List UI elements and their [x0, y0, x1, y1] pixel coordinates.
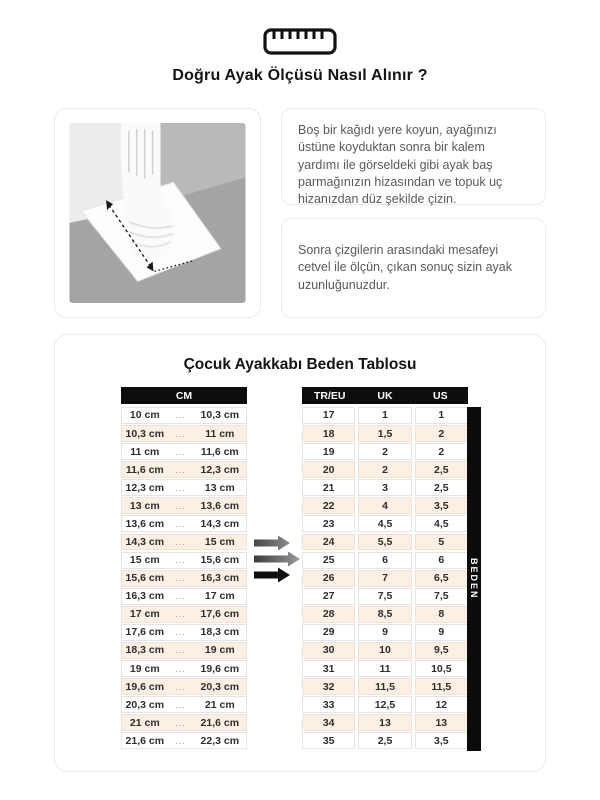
size-grid-row	[302, 714, 468, 731]
guide-step-2-text: Sonra çizgilerin arasındaki mesafeyi cetvel ile ölçün, çıkan sonuç sizin ayak uzunluğunuzdur.	[298, 243, 512, 292]
cm-to-value: 17,6 cm	[200, 608, 240, 621]
size-cell-tr-eu: 35	[302, 732, 355, 749]
cm-to-value: 13 cm	[204, 481, 235, 494]
cm-from-value: 18,3 cm	[125, 644, 165, 657]
size-cell-uk: 5,5	[358, 534, 411, 551]
range-separator: ...	[175, 446, 186, 457]
cm-table-row	[121, 570, 247, 587]
size-cell-tr-eu: 33	[302, 696, 355, 713]
size-cell-uk: 4	[358, 497, 411, 514]
size-cell-us: 1	[415, 407, 468, 424]
cm-to-value: 21,6 cm	[200, 716, 240, 729]
size-cell-us: 9,5	[415, 642, 468, 659]
cm-table-header	[121, 387, 247, 404]
cm-from-value: 12,3 cm	[125, 481, 165, 494]
cm-from-value: 10,3 cm	[125, 427, 165, 440]
size-cell-us: 6	[415, 552, 468, 569]
cm-table-row	[121, 515, 247, 532]
size-cell-tr-eu: 29	[302, 624, 355, 641]
cm-header-label: CM	[175, 389, 193, 402]
cm-table-row	[121, 552, 247, 569]
size-cell-us: 9	[415, 624, 468, 641]
range-separator: ...	[175, 428, 186, 439]
cm-from-value: 11,6 cm	[125, 463, 164, 476]
cm-table-row	[121, 696, 247, 713]
cm-from-value: 15,6 cm	[125, 572, 165, 585]
cm-table-row	[121, 642, 247, 659]
range-separator: ...	[175, 645, 186, 656]
cm-to-value: 19 cm	[204, 644, 235, 657]
cm-table-row	[121, 588, 247, 605]
range-separator: ...	[175, 663, 186, 674]
range-separator: ...	[175, 591, 186, 602]
cm-table-row	[121, 624, 247, 641]
size-cell-us: 5	[415, 534, 468, 551]
cm-from-value: 14,3 cm	[125, 535, 165, 548]
size-cell-us: 2	[415, 425, 468, 442]
size-cell-tr-eu: 17	[302, 407, 355, 424]
range-separator: ...	[175, 536, 186, 547]
size-grid-row	[302, 732, 468, 749]
cm-to-value: 14,3 cm	[200, 517, 240, 530]
range-separator: ...	[175, 573, 186, 584]
size-grid-header-uk: UK	[377, 389, 393, 402]
cm-from-value: 13 cm	[129, 499, 160, 512]
size-cell-tr-eu: 32	[302, 678, 355, 695]
cm-table-row	[121, 714, 247, 731]
size-grid-row	[302, 642, 468, 659]
range-separator: ...	[175, 627, 186, 638]
cm-table-row	[121, 407, 247, 424]
page-title: Doğru Ayak Ölçüsü Nasıl Alınır ?	[172, 67, 428, 84]
size-cell-us: 3,5	[415, 732, 468, 749]
cm-table	[121, 387, 247, 750]
size-table-title: Çocuk Ayakkabı Beden Tablosu	[183, 356, 417, 373]
size-grid-header-tr-eu: TR/EU	[313, 389, 346, 402]
cm-to-value: 11 cm	[205, 427, 235, 440]
size-cell-tr-eu: 31	[302, 660, 355, 677]
guide-step-1	[281, 108, 546, 205]
cm-table-row	[121, 660, 247, 677]
cm-table-body	[121, 407, 247, 749]
size-cell-us: 2	[415, 443, 468, 460]
cm-table-row	[121, 497, 247, 514]
size-grid-row	[302, 624, 468, 641]
cm-from-value: 11 cm	[130, 445, 160, 458]
size-cell-uk: 11,5	[358, 678, 411, 695]
size-cell-uk: 9	[358, 624, 411, 641]
size-grid-row	[302, 425, 468, 442]
size-cell-tr-eu: 18	[302, 425, 355, 442]
size-grid-header	[302, 387, 468, 404]
size-grid-row	[302, 606, 468, 623]
cm-to-value: 13,6 cm	[200, 499, 240, 512]
range-separator: ...	[175, 410, 186, 421]
cm-from-value: 17,6 cm	[125, 626, 165, 639]
cm-table-row	[121, 606, 247, 623]
size-grid-row	[302, 678, 468, 695]
guide-step-1-text: Boş bir kağıdı yere koyun, ayağınızı üstüne koyduktan sonra bir kalem yardımı ile görseldeki gibi ayak baş parmağınızın hizasından ve topuk uç hizanızdan düz şekilde çizin.	[298, 123, 503, 206]
size-cell-tr-eu: 25	[302, 552, 355, 569]
cm-table-row	[121, 461, 247, 478]
range-separator: ...	[175, 555, 186, 566]
cm-from-value: 15 cm	[129, 554, 160, 567]
size-cell-uk: 10	[358, 642, 411, 659]
size-grid-row	[302, 552, 468, 569]
cm-to-value: 16,3 cm	[200, 572, 240, 585]
size-grid-row	[302, 497, 468, 514]
size-cell-uk: 11	[358, 660, 411, 677]
range-separator: ...	[175, 518, 186, 529]
guide-text-column	[281, 108, 546, 318]
size-cell-us: 12	[415, 696, 468, 713]
size-grid-header-us: US	[433, 389, 448, 402]
size-cell-uk: 7,5	[358, 588, 411, 605]
size-cell-uk: 8,5	[358, 606, 411, 623]
size-cell-uk: 6	[358, 552, 411, 569]
cm-table-row	[121, 479, 247, 496]
cm-from-value: 20,3 cm	[125, 698, 165, 711]
range-separator: ...	[175, 699, 186, 710]
size-cell-tr-eu: 28	[302, 606, 355, 623]
guide-step-2	[281, 218, 546, 318]
range-separator: ...	[175, 717, 186, 728]
range-separator: ...	[175, 482, 186, 493]
size-cell-us: 2,5	[415, 461, 468, 478]
cm-from-value: 21 cm	[129, 716, 160, 729]
size-grid-row	[302, 570, 468, 587]
size-cell-uk: 3	[358, 479, 411, 496]
size-cell-us: 4,5	[415, 515, 468, 532]
size-grid-body	[302, 407, 468, 749]
size-cell-tr-eu: 34	[302, 714, 355, 731]
cm-to-value: 15,6 cm	[200, 554, 240, 567]
size-cell-us: 8	[415, 606, 468, 623]
size-cell-tr-eu: 22	[302, 497, 355, 514]
cm-to-value: 17 cm	[204, 590, 235, 603]
size-cell-uk: 2	[358, 461, 411, 478]
cm-to-value: 22,3 cm	[200, 734, 240, 747]
cm-to-value: 11,6 cm	[200, 445, 239, 458]
transfer-arrows-icon	[252, 534, 304, 589]
size-grid-row	[302, 534, 468, 551]
size-cell-tr-eu: 27	[302, 588, 355, 605]
cm-to-value: 19,6 cm	[200, 662, 240, 675]
cm-to-value: 18,3 cm	[200, 626, 240, 639]
size-grid-row	[302, 443, 468, 460]
size-cell-us: 13	[415, 714, 468, 731]
size-grid-row	[302, 588, 468, 605]
size-grid-row	[302, 479, 468, 496]
range-separator: ...	[175, 500, 186, 511]
size-cell-us: 6,5	[415, 570, 468, 587]
size-cell-us: 7,5	[415, 588, 468, 605]
size-cell-tr-eu: 19	[302, 443, 355, 460]
cm-table-row	[121, 732, 247, 749]
cm-from-value: 19 cm	[129, 662, 160, 675]
foot-measurement-photo-card	[54, 108, 261, 318]
size-grid-row	[302, 696, 468, 713]
beden-side-label: BEDEN	[469, 558, 479, 600]
beden-side-bar	[467, 407, 481, 751]
size-grid-row	[302, 515, 468, 532]
cm-to-value: 21 cm	[204, 698, 235, 711]
size-cell-tr-eu: 21	[302, 479, 355, 496]
cm-from-value: 19,6 cm	[125, 680, 165, 693]
size-cell-us: 3,5	[415, 497, 468, 514]
cm-table-row	[121, 678, 247, 695]
size-cell-us: 11,5	[415, 678, 468, 695]
ruler-icon	[0, 28, 600, 55]
range-separator: ...	[175, 681, 186, 692]
size-cell-uk: 4,5	[358, 515, 411, 532]
size-cell-tr-eu: 23	[302, 515, 355, 532]
cm-to-value: 20,3 cm	[200, 680, 240, 693]
cm-table-row	[121, 425, 247, 442]
size-cell-tr-eu: 24	[302, 534, 355, 551]
cm-from-value: 21,6 cm	[125, 734, 165, 747]
size-cell-uk: 1,5	[358, 425, 411, 442]
size-grid-table	[302, 387, 468, 750]
size-cell-us: 10,5	[415, 660, 468, 677]
measuring-guide-section	[0, 108, 600, 318]
range-separator: ...	[175, 735, 186, 746]
cm-from-value: 16,3 cm	[125, 590, 165, 603]
size-cell-uk: 1	[358, 407, 411, 424]
size-cell-uk: 2	[358, 443, 411, 460]
cm-table-row	[121, 534, 247, 551]
cm-from-value: 13,6 cm	[125, 517, 165, 530]
size-cell-uk: 13	[358, 714, 411, 731]
size-cell-tr-eu: 30	[302, 642, 355, 659]
size-cell-uk: 12,5	[358, 696, 411, 713]
size-cell-us: 2,5	[415, 479, 468, 496]
size-cell-tr-eu: 20	[302, 461, 355, 478]
range-separator: ...	[175, 464, 186, 475]
cm-table-row	[121, 443, 247, 460]
range-separator: ...	[175, 609, 186, 620]
cm-to-value: 10,3 cm	[200, 409, 240, 422]
size-grid-row	[302, 407, 468, 424]
cm-from-value: 10 cm	[129, 409, 160, 422]
size-cell-uk: 7	[358, 570, 411, 587]
foot-measurement-photo	[69, 123, 246, 303]
size-grid-row	[302, 660, 468, 677]
size-table-card	[54, 334, 546, 772]
size-cell-uk: 2,5	[358, 732, 411, 749]
size-cell-tr-eu: 26	[302, 570, 355, 587]
cm-to-value: 12,3 cm	[200, 463, 240, 476]
cm-from-value: 17 cm	[129, 608, 160, 621]
cm-to-value: 15 cm	[204, 535, 235, 548]
page-header	[0, 0, 600, 85]
size-grid-row	[302, 461, 468, 478]
